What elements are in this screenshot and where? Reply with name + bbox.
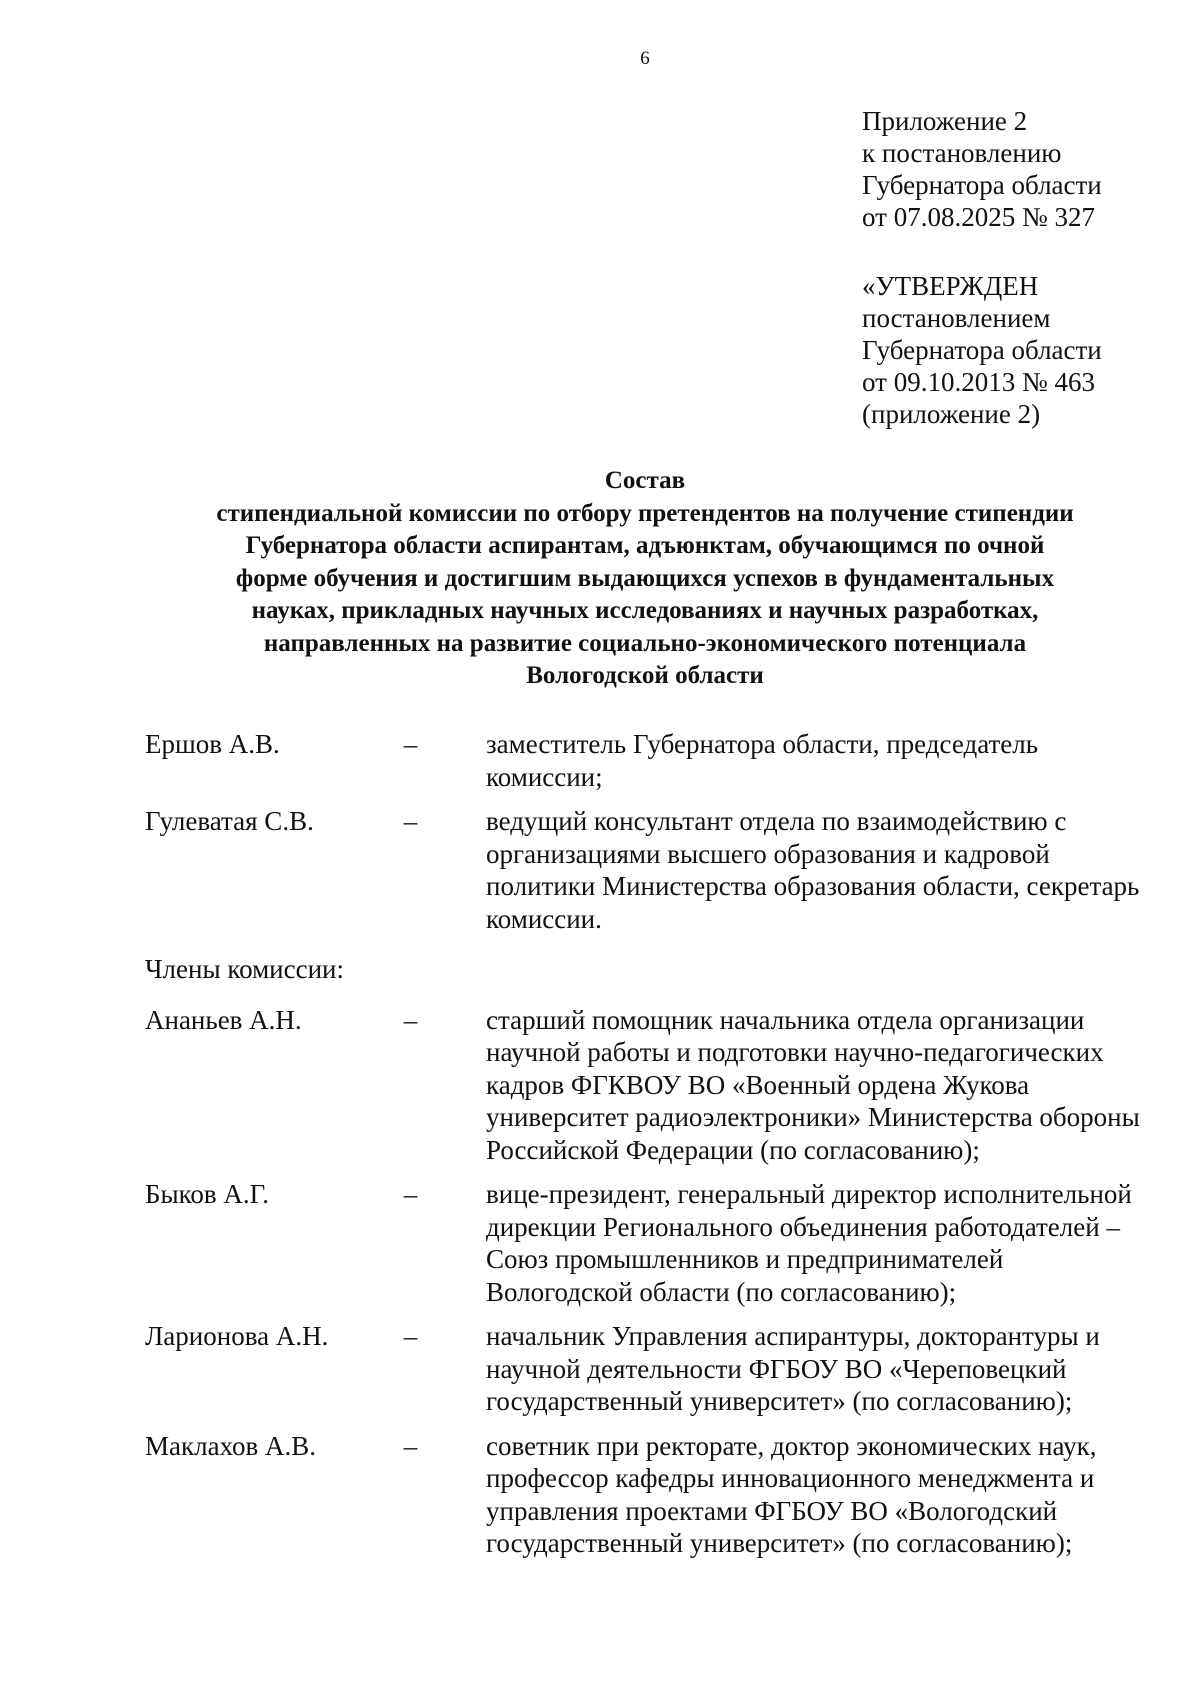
title-line: форме обучения и достигшим выдающихся успехов в фундаментальных: [235, 564, 1055, 592]
title-line: Губернатора области аспирантам, адъюнктам, обучающимся по очной: [245, 532, 1045, 559]
list-item: [145, 805, 1145, 935]
member-role: ведущий консультант отдела по взаимодействию с организациями высшего образования и кадровой политики Министерства образования области, секретарь комиссии.: [486, 806, 1140, 934]
dash-separator: –: [403, 729, 418, 759]
appendix-line: Губернатора области: [862, 170, 1102, 200]
commission-list: [145, 728, 1145, 1572]
list-item: [145, 1004, 1145, 1167]
dash-separator: –: [403, 806, 418, 836]
page-number: 6: [640, 48, 650, 69]
member-name: Ларионова А.Н.: [145, 1321, 329, 1351]
dash-separator: –: [403, 1004, 418, 1035]
member-role: начальник Управления аспирантуры, докторантуры и научной деятельности ФГБОУ ВО «Череповецкий государственный университет» (по согласованию);: [486, 1321, 1100, 1416]
members-label: Члены комиссии:: [145, 954, 344, 984]
member-role: советник при ректорате, доктор экономических наук, профессор кафедры инновационного менеджмента и управления проектами ФГБОУ ВО «Вологодский государственный университет» (по согласованию);: [486, 1430, 1097, 1558]
title-line: Вологодской области: [526, 662, 764, 689]
title-heading: Состав: [604, 467, 686, 494]
list-item: [145, 728, 1145, 793]
list-item: [145, 1178, 1145, 1308]
approved-line: (приложение 2): [862, 399, 1041, 429]
appendix-line: от 07.08.2025 № 327: [862, 202, 1095, 232]
member-role: старший помощник начальника отдела организации научной работы и подготовки научно-педагогических кадров ФГКВОУ ВО «Военный ордена Жукова университет радиоэлектроники» Министерства обороны Российской Федерации (по согласованию);: [486, 1004, 1140, 1165]
title-line: науках, прикладных научных исследованиях и научных разработках,: [251, 597, 1039, 624]
member-name: Маклахов А.В.: [145, 1430, 317, 1461]
member-name: Гулеватая С.В.: [145, 806, 314, 836]
title-line: стипендиальной комиссии по отбору претендентов на получение стипендии: [216, 499, 1074, 527]
approved-line: Губернатора области: [862, 335, 1102, 365]
member-name: Быков А.Г.: [145, 1179, 269, 1209]
appendix-line: к постановлению: [862, 138, 1062, 168]
list-item: [145, 1430, 1145, 1560]
approved-line: «УТВЕРЖДЕН: [862, 271, 1039, 301]
member-role: вице-президент, генеральный директор исполнительной дирекции Регионального объединения работодателей – Союз промышленников и предпринимателей Вологодской области (по согласованию);: [486, 1179, 1132, 1307]
appendix-block: [862, 105, 1102, 233]
approved-block: [862, 270, 1102, 430]
member-name: Ершов А.В.: [145, 729, 280, 759]
dash-separator: –: [403, 1430, 418, 1461]
approved-line: от 09.10.2013 № 463: [862, 367, 1095, 397]
member-name: Ананьев А.Н.: [145, 1004, 302, 1035]
list-item: [145, 1320, 1145, 1418]
dash-separator: –: [403, 1321, 418, 1351]
dash-separator: –: [403, 1179, 418, 1209]
title-line: направленных на развитие социально-экономического потенциала: [263, 629, 1027, 657]
approved-line: постановлением: [862, 303, 1051, 333]
member-role: заместитель Губернатора области, председатель комиссии;: [486, 729, 1039, 792]
document-title: [130, 465, 1160, 693]
appendix-line: Приложение 2: [862, 106, 1028, 136]
